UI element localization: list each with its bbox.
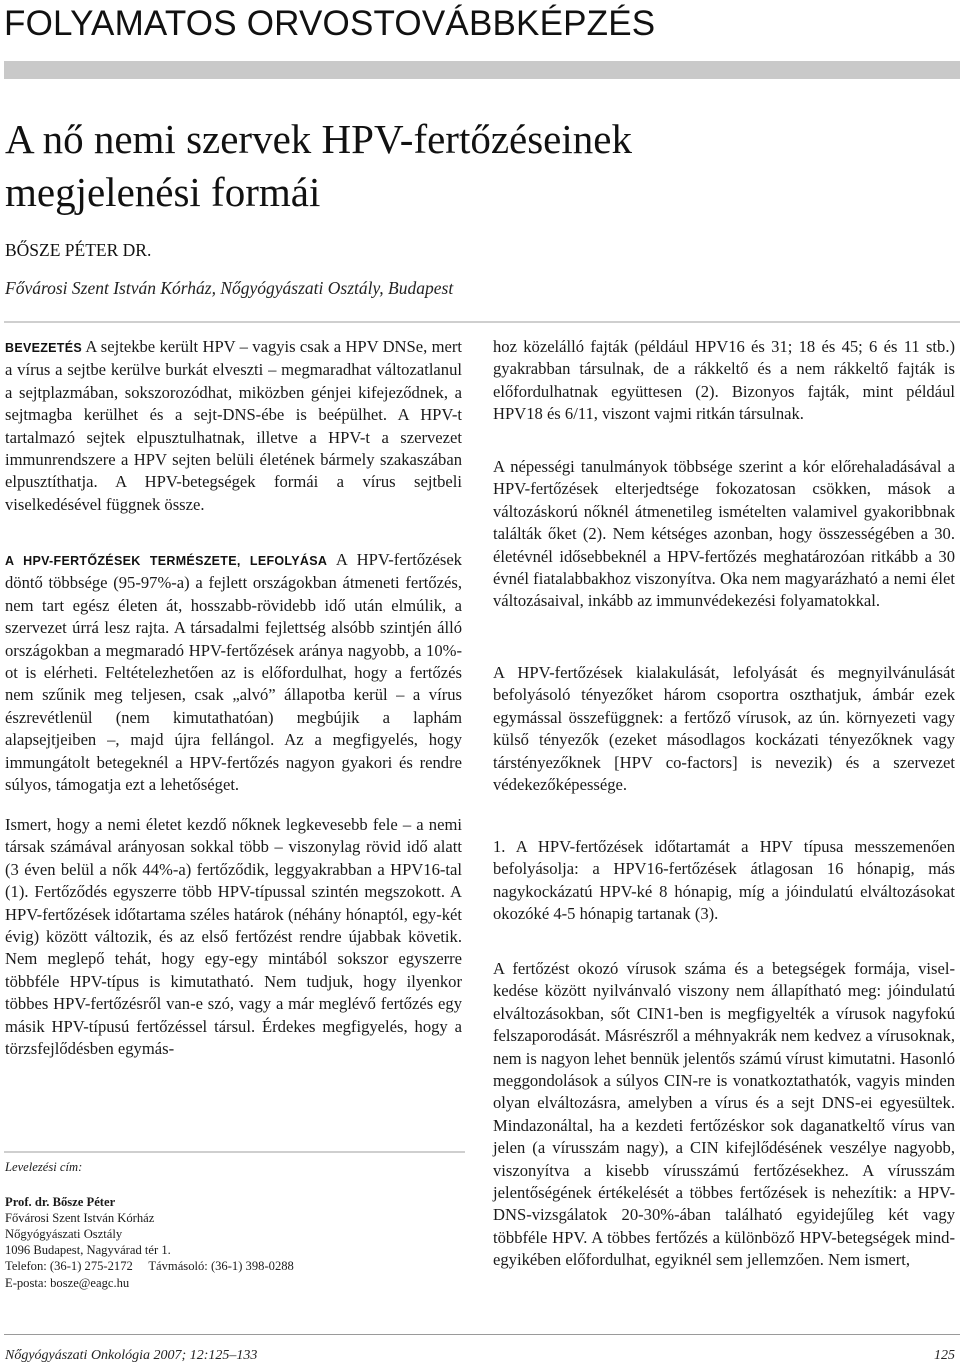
correspondence-name: Prof. dr. Bősze Péter bbox=[5, 1195, 116, 1210]
nature-text: A HPV-fertőzések döntő többsége (95-97%-a) a fejlett országokban átmeneti fertőzés, nem tart egész életen át, hosszabb-rövidebb idő után elmúlik, a szervezet úrrá lesz rajta. A társadalmi fejlettség alsóbb szintjén álló országokban a megmaradó HPV-fertőzések aránya nagyobb, a 10%-ot is elérheti. Feltételezhetően az is előfordulhat, hogy a fertőzés nem szűnik meg teljesen, csak „alvó” állapotba kerül – a vírus észrevétlenül (nem kimutathatóan) megbújik a laphám alapsejtjeiben –, majd újra fellángol. Az a megfigyelés, hogy immungátolt betegeknél a HPV-fertőzés nagyon gyakori és rendre súlyos, támogatja ezt a lehetőséget. bbox=[5, 550, 462, 795]
article-title-line-1: A nő nemi szervek HPV-fertőzéseinek bbox=[5, 116, 632, 162]
correspondence-divider bbox=[4, 1151, 465, 1153]
page-number: 125 bbox=[934, 1348, 955, 1363]
nature-heading: A HPV-FERTŐZÉSEK TERMÉSZETE, LEFOLYÁSA bbox=[5, 554, 328, 568]
header-divider bbox=[4, 321, 960, 323]
right-column-para3 bbox=[493, 662, 955, 796]
correspondence-line: Nőgyógyászati Osztály bbox=[5, 1227, 123, 1242]
right-column-para2 bbox=[493, 456, 955, 613]
body-paragraph: A népességi tanulmányok többsége szerint a kór előrehaladásával a HPV-fertőzések elterjedtsége fokozatosan csökken, mások a változáskorú nőknél átmenetileg ismételten valamivel gyakoribbnak találták őket (2). Nem kétséges azonban, hogy összességében a 30. életévnél idősebbeknél a HPV-fertőzés meghatározóan ritkább a 30 évnél fiatalabbakhoz viszonyítva. Oka nem magyarázható a nemi élet változásaival, inkább az immunvédekezési folyamatokkal. bbox=[493, 457, 955, 611]
body-paragraph: A fertőzést okozó vírusok száma és a betegségek formája, viselkedése között nyilvánvaló viszony nem állapítható meg: jóindulatú elváltozásokban, sőt CIN1-ben is megfigyelték a vírusok nagyfokú felszaporodását. Másrészről a méhnyakrák nem kedvez a vírusoknak, nem is nagyon lehet bennük jelentős számú vírust kimutatni. Hasonló meggondolások a súlyos CIN-re is vonatkoztathatók, vagyis minden olyan elváltozásra, amelyben a vírus és a sejt DNS-ei egyesültek. Mindazonáltal, ha a kezdeti fertőzéskor sok daganatkeltő vírus van jelen (a vírusszám nagy), a CIN kifejlődésének veszélye nagyobb, viszonyítva a kisebb vírusszámú fertőzésekhez. A vírusszám jelentőségének értékelését a többes fertőzések is nehezítik: a HPV-DNS-vizsgálatok 20-30%-ában található egyidejűleg két vagy többféle HPV. A többes fertőzés a különböző HPV-betegségek mindegyikében előfordulhat, egyiknél sem jellemzően. Nem ismert, bbox=[493, 959, 955, 1270]
correspondence-phone: Telefon: (36-1) 275-2172 Távmásoló: (36-1) 398-0288 bbox=[5, 1259, 294, 1274]
nature-paragraph bbox=[5, 549, 462, 796]
correspondence-label: Levelezési cím: bbox=[5, 1160, 83, 1174]
header-bar bbox=[4, 61, 960, 79]
article-title bbox=[5, 113, 632, 219]
journal-citation: Nőgyógyászati Onkológia 2007; 12:125–133 bbox=[5, 1348, 258, 1363]
body-paragraph: 1. A HPV-fertőzések időtartamát a HPV típusa messzemenően befolyásolja: a HPV16-fertőzések átlagosan 16 hónapig, más nagykockázatú HPV-ké 8 hónapig, míg a jóindulatú elváltozásokat okozóké 4-5 hónapig tartanak (3). bbox=[493, 837, 955, 924]
article-title-line-2: megjelenési formái bbox=[5, 169, 321, 215]
right-column-para1 bbox=[493, 336, 955, 426]
section-label: FOLYAMATOS ORVOSTOVÁBBKÉPZÉS bbox=[4, 4, 656, 43]
body-paragraph: Ismert, hogy a nemi életet kezdő nőknek legkevesebb fele – a nemi társak számával arányosan sokkal több – viszonylag rövid idő alatt (3 éven belül a nők 44%-a) fertőződik, leggyakrabban a HPV16-tal (1). Fertőződés egyszerre több HPV-típussal szintén megszokott. A HPV-fertőzések időtartama széles határok (néhány hónaptól, egy-két évig) között változik, és az első fertőzést rendre újabbak követik. Nem meglepő tehát, hogy egy-egy mintából sokszor egyszerre többféle HPV-típus is kimutatható. Nem tudjuk, hogy ilyenkor többes HPV-fertőzésről van-e szó, vagy a már meglévő fertőzés egy másik HPV-típusú fertőzéssel társul. Érdekes megfigyelés, hogy a törzsfejlődésben egymás- bbox=[5, 815, 462, 1059]
right-column-para4 bbox=[493, 836, 955, 926]
author-name: BŐSZE PÉTER DR. bbox=[5, 240, 152, 260]
footer-divider bbox=[4, 1334, 960, 1335]
intro-heading: BEVEZETÉS bbox=[5, 341, 83, 355]
correspondence-block bbox=[5, 1159, 294, 1291]
left-column-nature bbox=[5, 549, 462, 796]
intro-text: A sejtekbe került HPV – vagyis csak a HPV DNSe, mert a vírus a sejtbe kerülve burkát elveszti – megmaradhat változatlanul a sejtplazmában, sokszorozódhat, miközben génjei kifejeződnek, a sejtmagba kerülhet és a sejt-DNS-ébe is beépülhet. A HPV-t tartalmazó sejtek elpusztulhatnak, illetve a HPV-t a szervezet immunrendszere a HPV sejten belüli életének bármely szakaszában elpusztíthatja. A HPV-betegségek formái a vírus sejtbeli viselkedésével függnek össze. bbox=[5, 337, 462, 514]
body-paragraph: A HPV-fertőzések kialakulását, lefolyását és megnyilvánulását befolyásoló tényezőket három csoportra oszthatjuk, ámbár ezek egymással összefüggnek: a fertőző vírusok, az ún. környezeti vagy külső tényezők (ezeket másodlagos kockázati tényezőknek vagy társtényezőknek [HPV co-factors] is nevezik) és a szervezet védekezőképessége. bbox=[493, 663, 955, 795]
left-column-intro bbox=[5, 336, 462, 516]
intro-paragraph bbox=[5, 336, 462, 516]
author-affiliation: Fővárosi Szent István Kórház, Nőgyógyászati Osztály, Budapest bbox=[5, 278, 454, 298]
left-column-para3 bbox=[5, 814, 462, 1060]
correspondence-line: Fővárosi Szent István Kórház bbox=[5, 1211, 155, 1226]
correspondence-email: E-posta: bosze@eagc.hu bbox=[5, 1275, 130, 1290]
correspondence-line: 1096 Budapest, Nagyvárad tér 1. bbox=[5, 1243, 171, 1258]
right-column-para5 bbox=[493, 958, 955, 1272]
body-paragraph: hoz közelálló fajták (például HPV16 és 31; 18 és 45; 6 és 11 stb.) gyakrabban társulnak, de a rákkeltő és a nem rákkeltő fajták is előfordulhatnak együttesen (2). Bizonyos fajták, mint például HPV18 és 6/11, viszont vajmi ritkán társulnak. bbox=[493, 337, 955, 424]
